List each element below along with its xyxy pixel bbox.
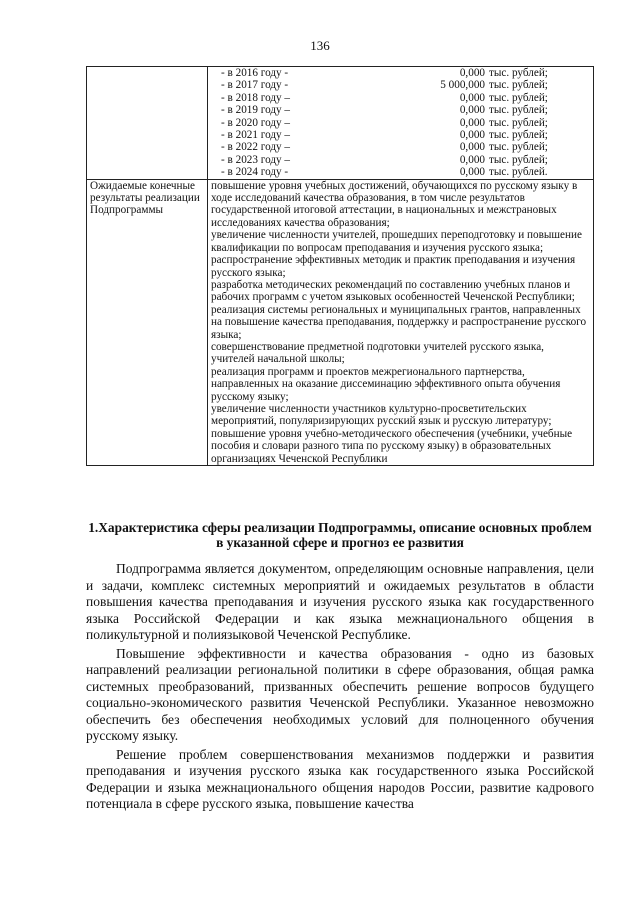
- funding-year: - в 2021 году –: [221, 129, 291, 142]
- funding-unit: тыс. рублей;: [489, 91, 548, 104]
- page-number: 136: [310, 38, 330, 53]
- funding-line: [211, 129, 590, 141]
- result-item: разработка методических рекомендаций по составлению учебных планов и рабочих программ с учетом языковых особенностей Чеченской Республики;: [211, 278, 575, 304]
- funding-values-cell: [208, 67, 594, 180]
- funding-row: [87, 67, 594, 180]
- funding-line: [211, 67, 590, 79]
- section-title: 1.Характеристика сферы реализации Подпрограммы, описание основных проблем в указанной сфере и прогноз ее развития: [88, 520, 592, 550]
- funding-amount: 0,000: [459, 104, 485, 117]
- result-item: увеличение численности учителей, прошедших переподготовку и повышение квалификации по вопросам преподавания и изучения русского языка;: [211, 229, 582, 254]
- result-item: повышение уровня учебных достижений, обучающихся по русскому языку в ходе исследований качества образования, в том числе результатов государственной итоговой аттестации, в национальных и межстрановых исследованиях качества образования;: [211, 179, 578, 229]
- funding-year: - в 2019 году –: [221, 104, 291, 117]
- result-item: реализация программ и проектов межрегионального партнерства, направленных на оказание диссеминацию эффективного опыта обучения русскому языку;: [211, 365, 561, 403]
- funding-label-cell: [87, 67, 208, 180]
- funding-amount: 5 000,000: [440, 79, 485, 92]
- section-body: [86, 561, 594, 815]
- funding-line: [211, 166, 590, 178]
- funding-amount: 0,000: [459, 67, 485, 79]
- body-paragraph: Решение проблем совершенствования механизмов поддержки и развития преподавания и изучения русского языка как государственного языка Российской Федерации и языка межнационального общения народов России, развитие кадрового потенциала в сфере русского языка, повышение качества: [86, 746, 594, 811]
- funding-amount: 0,000: [459, 116, 485, 129]
- funding-unit: тыс. рублей;: [489, 153, 548, 166]
- result-item: увеличение численности участников культурно-просветительских мероприятий, популяризирующих русский язык и русскую литературу;: [211, 402, 552, 428]
- funding-year: - в 2017 году -: [221, 79, 289, 92]
- results-cell: [208, 179, 594, 465]
- funding-amount: 0,000: [459, 141, 485, 154]
- funding-line: [211, 104, 590, 116]
- funding-line: [211, 141, 590, 153]
- results-row: [87, 179, 594, 465]
- funding-unit: тыс. рублей;: [489, 104, 548, 117]
- funding-unit: тыс. рублей;: [489, 129, 548, 142]
- funding-unit: тыс. рублей;: [489, 141, 548, 154]
- funding-amount: 0,000: [459, 166, 485, 179]
- results-label: Ожидаемые конечные результаты реализации Подпрограммы: [87, 179, 208, 465]
- result-item: распространение эффективных методик и практик преподавания и изучения русского языка;: [211, 254, 576, 279]
- funding-amount: 0,000: [459, 91, 485, 104]
- result-item: совершенствование предметной подготовки учителей русского языка, учителей начальной школы;: [211, 340, 544, 366]
- result-item: повышение уровня учебно-методического обеспечения (учебники, учебные пособия и словари разного типа по русскому языку) в образовательных организациях Чеченской Республики: [211, 427, 573, 465]
- subprogram-passport-table: [86, 66, 594, 466]
- funding-line: [211, 117, 590, 129]
- funding-amount: 0,000: [459, 153, 485, 166]
- funding-amount: 0,000: [459, 129, 485, 142]
- funding-year: - в 2018 году –: [221, 91, 291, 104]
- funding-year: - в 2024 году -: [221, 166, 289, 179]
- funding-year: - в 2023 году –: [221, 153, 291, 166]
- body-paragraph: Подпрограмма является документом, определяющим основные направления, цели и задачи, комплекс системных мероприятий и ожидаемых результатов в области повышения качества преподавания и изучения русского языка как государственного языка Российской Федерации и как языка межнационального общения в поликультурной и полиязыковой Чеченской Республике.: [86, 561, 594, 642]
- funding-unit: тыс. рублей;: [489, 67, 548, 79]
- funding-line: [211, 92, 590, 104]
- funding-year: - в 2022 году –: [221, 141, 291, 154]
- funding-unit: тыс. рублей;: [489, 79, 548, 92]
- result-item: реализация системы региональных и муниципальных грантов, направленных на повышение качества преподавания, поддержку и распространение русского языка;: [211, 303, 587, 341]
- funding-year: - в 2016 году -: [221, 67, 289, 79]
- body-paragraph: Повышение эффективности и качества образования - одно из базовых направлений реализации региональной политики в сфере образования, общая рамка системных преобразований, призванных обеспечить решение вопросов будущего социально-экономического развития Чеченской Республики. Указанное невозможно обеспечить без обеспечения необходимых условий для полноценного обучения русскому языку.: [86, 645, 594, 743]
- funding-line: [211, 79, 590, 91]
- funding-unit: тыс. рублей;: [489, 116, 548, 129]
- funding-year: - в 2020 году –: [221, 116, 291, 129]
- funding-line: [211, 154, 590, 166]
- funding-unit: тыс. рублей.: [489, 166, 548, 179]
